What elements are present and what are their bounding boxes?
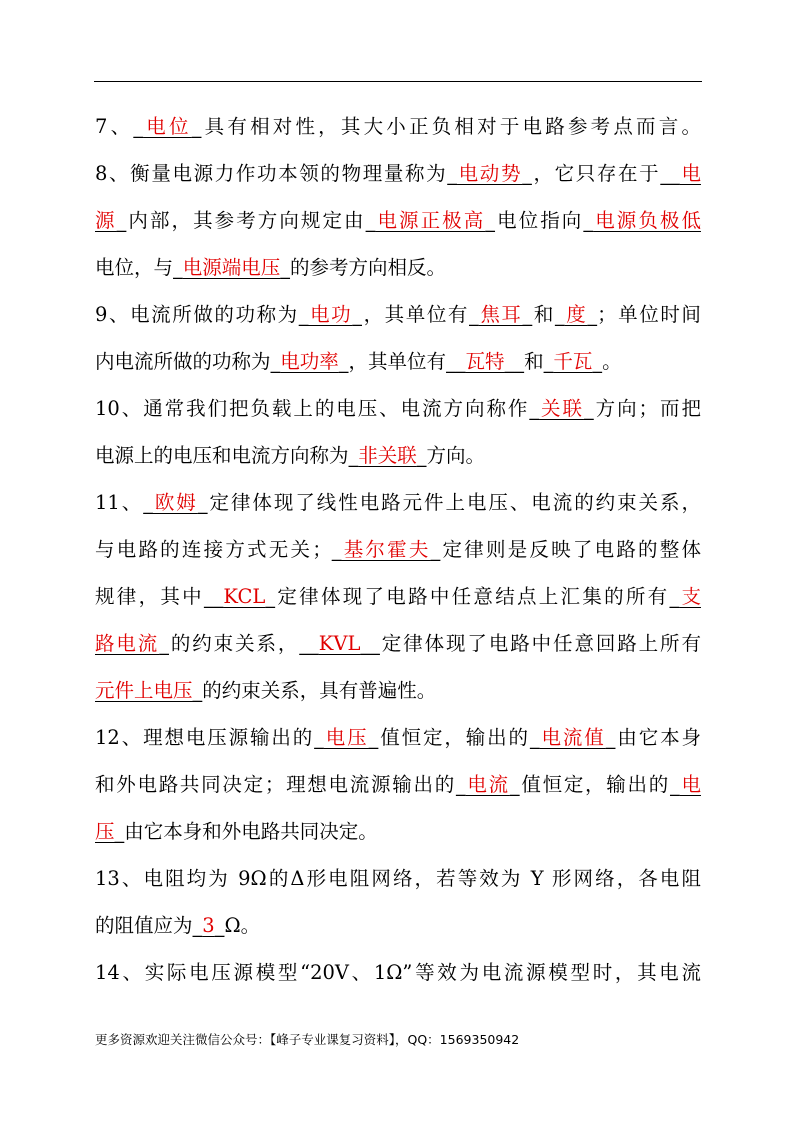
question-text: 。 [602, 350, 622, 373]
answer-blank: 电 [679, 773, 701, 796]
question-text: 值恒定，输出的 [519, 773, 670, 796]
blank-underline: _ [522, 162, 532, 185]
blank-underline: __ [504, 350, 525, 373]
text-line [95, 150, 701, 197]
blank-underline: _ [191, 115, 202, 138]
text-line [95, 714, 701, 761]
question-content [95, 103, 701, 996]
answer-blank: KVL [318, 632, 361, 655]
blank-underline: _ [365, 209, 376, 232]
question-text: ，其单位有 [362, 303, 469, 326]
question-text: 11、 [95, 491, 144, 514]
answer-blank: 电位 [143, 115, 192, 138]
text-line [95, 808, 701, 855]
answer-blank: 路电流 [95, 632, 160, 655]
blank-underline: __ [299, 632, 319, 655]
footer-note: 更多资源欢迎关注微信公众号：【峰子专业课复习资料】，QQ：1569350942 [95, 1032, 520, 1047]
blank-underline: _ [280, 256, 291, 279]
question-text: 值恒定，输出的 [378, 726, 530, 749]
answer-blank: 支 [679, 585, 701, 608]
question-text: 的阻值应为 [95, 914, 193, 937]
blank-underline: _ [447, 162, 458, 185]
question-text: 8、衡量电源力作功本领的物理量称为 [95, 162, 448, 185]
answer-blank: 电流值 [539, 726, 606, 749]
answer-blank: 非关联 [358, 444, 417, 467]
header-rule [94, 81, 702, 82]
question-text: ，它只存在于 [531, 162, 661, 185]
question-text: 内部，其参考方向规定由 [126, 209, 366, 232]
answer-blank: 关联 [539, 397, 584, 420]
answer-blank: 电功 [308, 303, 353, 326]
blank-underline: _ [583, 397, 594, 420]
blank-underline: _ [192, 679, 203, 702]
text-line [95, 620, 701, 667]
question-text: 的约束关系，具有普遍性。 [202, 679, 437, 702]
question-text: 方向。 [426, 444, 486, 467]
blank-underline: _ [430, 538, 441, 561]
blank-underline: _ [416, 444, 427, 467]
blank-underline: _ [143, 491, 153, 514]
blank-underline: _ [592, 350, 603, 373]
question-text: 定律体现了线性电路元件上电压、电流的约束关系， [207, 491, 701, 514]
blank-underline: _ [116, 209, 127, 232]
question-text: 的参考方向相反。 [290, 256, 447, 279]
question-text: 定律则是反映了电路的整体 [440, 538, 701, 561]
question-text: 7、 [95, 115, 134, 138]
question-text: 电位指向 [495, 209, 584, 232]
question-text: 方向；而把 [593, 397, 701, 420]
blank-underline: __ [660, 162, 680, 185]
blank-underline: _ [522, 303, 533, 326]
blank-underline: _ [214, 914, 225, 937]
question-text: 规律，其中 [95, 585, 204, 608]
blank-underline: _ [529, 397, 540, 420]
answer-blank: 元件上电压 [95, 679, 193, 702]
text-line [95, 949, 701, 996]
text-line [95, 761, 701, 808]
blank-underline: _ [314, 726, 324, 749]
answer-blank: 欧姆 [152, 491, 198, 514]
answer-blank: 电功率 [280, 350, 339, 373]
blank-underline: _ [270, 350, 281, 373]
question-text: 具有相对性，其大小正负相对于电路参考点而言。 [201, 115, 701, 138]
answer-blank: KCL [223, 585, 266, 608]
question-text: 内电流所做的功称为 [95, 350, 271, 373]
answer-blank: 电流 [465, 773, 510, 796]
blank-underline: _ [554, 303, 565, 326]
blank-underline: _ [583, 209, 594, 232]
answer-blank: 电源端电压 [182, 256, 281, 279]
question-text: 12、理想电压源输出的 [95, 726, 315, 749]
blank-underline: _ [509, 773, 520, 796]
answer-blank: 千瓦 [553, 350, 593, 373]
question-text: 定律体现了电路中任意结点上汇集的所有 [275, 585, 670, 608]
text-line [95, 902, 701, 949]
question-text: 电源上的电压和电流方向称为 [95, 444, 349, 467]
answer-blank: 电源正极高 [375, 209, 486, 232]
text-line [95, 432, 701, 479]
answer-blank: 基尔霍夫 [341, 538, 431, 561]
question-text: 10、通常我们把负载上的电压、电流方向称作 [95, 397, 530, 420]
question-text: 13、电阻均为 9Ω的Δ形电阻网络，若等效为 Y 形网络，各电阻 [95, 867, 701, 890]
blank-underline: _ [348, 444, 359, 467]
answer-blank: 度 [564, 303, 588, 326]
blank-underline: __ [203, 585, 224, 608]
question-text: 定律体现了电路中任意回路上所有 [379, 632, 701, 655]
question-text: 和外电路共同决定；理想电流源输出的 [95, 773, 456, 796]
blank-underline: __ [360, 632, 380, 655]
text-line [95, 244, 701, 291]
blank-underline: _ [455, 773, 466, 796]
question-text: 的约束关系， [168, 632, 300, 655]
question-text: 和 [524, 350, 544, 373]
question-text: Ω。 [224, 914, 261, 937]
blank-underline: _ [587, 303, 598, 326]
blank-underline: _ [192, 914, 203, 937]
text-line [95, 667, 701, 714]
blank-underline: _ [352, 303, 362, 326]
text-line [95, 338, 701, 385]
blank-underline: _ [605, 726, 616, 749]
answer-blank: 源 [95, 209, 117, 232]
blank-underline: _ [669, 585, 680, 608]
question-text: 9、电流所做的功称为 [95, 303, 299, 326]
blank-underline: _ [265, 585, 276, 608]
blank-underline: _ [331, 538, 342, 561]
text-line [95, 479, 701, 526]
text-line [95, 197, 701, 244]
answer-blank: 焦耳 [478, 303, 523, 326]
answer-blank: 电压 [323, 726, 369, 749]
text-line [95, 385, 701, 432]
blank-underline: _ [469, 303, 479, 326]
text-line [95, 855, 701, 902]
text-line [95, 526, 701, 573]
blank-underline: _ [543, 350, 554, 373]
blank-underline: _ [133, 115, 144, 138]
blank-underline: _ [529, 726, 540, 749]
question-text: ，其单位有 [348, 350, 447, 373]
question-text: 由它本身和外电路共同决定。 [124, 820, 378, 843]
blank-underline: _ [159, 632, 169, 655]
blank-underline: _ [669, 773, 680, 796]
question-text: 由它本身 [615, 726, 701, 749]
blank-underline: _ [197, 491, 208, 514]
question-text: 与电路的连接方式无关； [95, 538, 332, 561]
answer-blank: 电 [679, 162, 701, 185]
question-text: 14、实际电压源模型“20V、1Ω”等效为电流源模型时，其电流 [95, 961, 701, 984]
blank-underline: _ [485, 209, 496, 232]
blank-underline: _ [338, 350, 349, 373]
text-line [95, 573, 701, 620]
answer-blank: 瓦特 [465, 350, 505, 373]
text-line [95, 291, 701, 338]
question-text: 电位，与 [95, 256, 174, 279]
blank-underline: _ [298, 303, 309, 326]
answer-blank: 电源负极低 [593, 209, 701, 232]
answer-blank: 电动势 [457, 162, 523, 185]
text-line [95, 103, 701, 150]
blank-underline: __ [446, 350, 466, 373]
blank-underline: _ [368, 726, 379, 749]
answer-blank: 压 [95, 820, 115, 843]
question-text: ；单位时间 [597, 303, 701, 326]
answer-blank: 3 [202, 914, 215, 937]
blank-underline: _ [173, 256, 183, 279]
question-text: 和 [532, 303, 555, 326]
blank-underline: _ [114, 820, 125, 843]
